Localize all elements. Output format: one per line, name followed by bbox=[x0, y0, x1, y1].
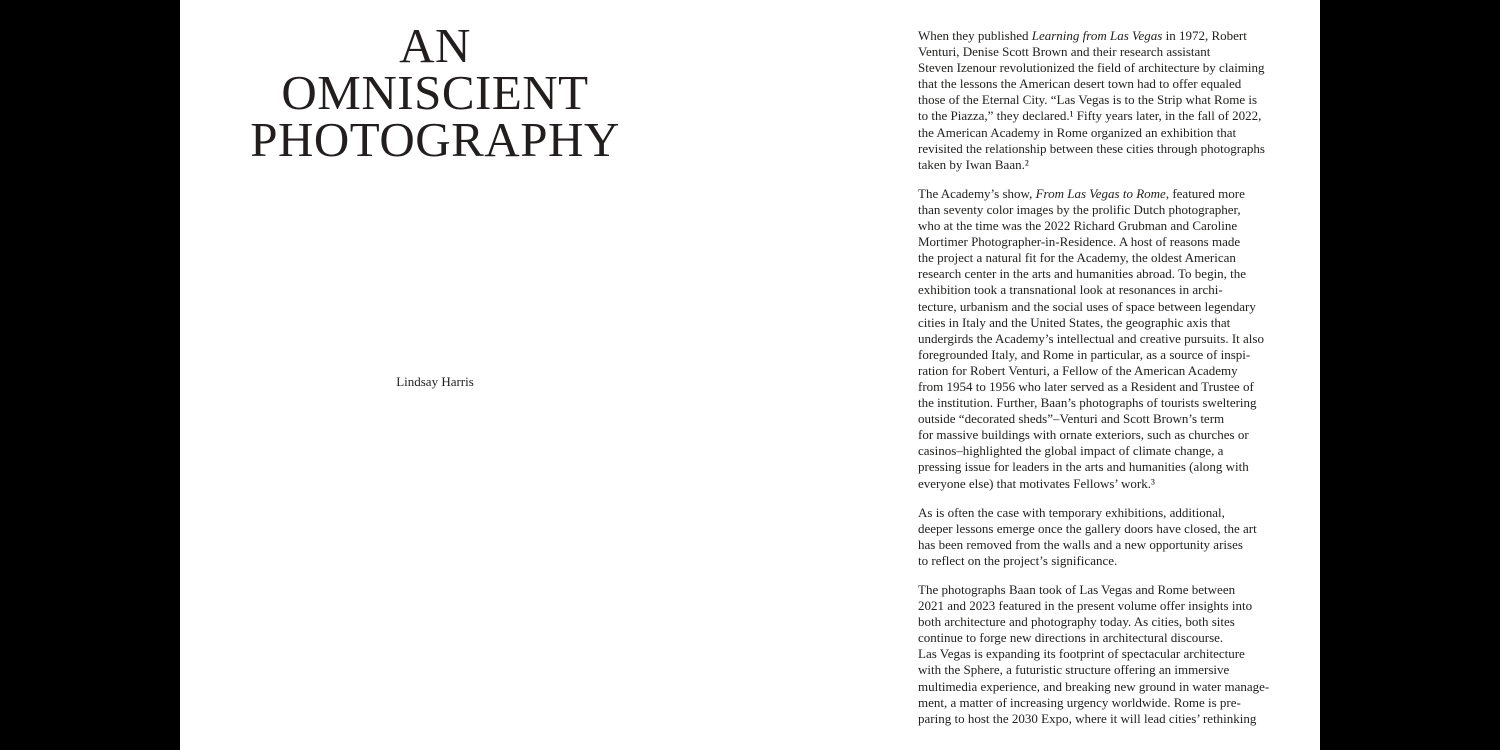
text-line: exhibition took a transnational look at resonances in archi- bbox=[918, 282, 1223, 298]
text-line: multimedia experience, and breaking new ground in water manage- bbox=[918, 678, 1270, 694]
text-line: who at the time was the 2022 Richard Grubman and Caroline bbox=[918, 218, 1238, 234]
right-black-margin bbox=[1320, 0, 1500, 750]
text-line: with the Sphere, a futuristic structure offering an immersive bbox=[918, 662, 1230, 678]
text-segment: , featured more bbox=[1165, 185, 1245, 201]
text-line: taken by Iwan Baan.² bbox=[918, 156, 1029, 172]
text-line: to the Piazza,” they declared.¹ Fifty years later, in the fall of 2022, bbox=[918, 108, 1262, 124]
text-line: both architecture and photography today. As cities, both sites bbox=[918, 614, 1235, 630]
page-spread bbox=[180, 0, 1320, 750]
text-line bbox=[918, 28, 1310, 44]
text-line: pressing issue for leaders in the arts and humanities (along with bbox=[918, 459, 1249, 475]
author-name: Lindsay Harris bbox=[396, 374, 474, 389]
text-line: the project a natural fit for the Academy, the oldest American bbox=[918, 250, 1236, 266]
text-line: has been removed from the walls and a new opportunity arises bbox=[918, 536, 1243, 552]
text-line: the institution. Further, Baan’s photographs of tourists sweltering bbox=[918, 395, 1257, 411]
text-line: that the lessons the American desert town had to offer equaled bbox=[918, 76, 1242, 92]
text-line bbox=[918, 186, 1310, 202]
paragraph bbox=[918, 28, 1310, 173]
text-line: ment, a matter of increasing urgency worldwide. Rome is pre- bbox=[918, 694, 1241, 710]
text-line: than seventy color images by the prolific Dutch photographer, bbox=[918, 201, 1241, 217]
left-black-margin bbox=[0, 0, 180, 750]
text-line: those of the Eternal City. “Las Vegas is to the Strip what Rome is bbox=[918, 92, 1258, 108]
text-line: undergirds the Academy’s intellectual and creative pursuits. It also bbox=[918, 330, 1264, 346]
text-line: everyone else) that motivates Fellows’ work.³ bbox=[918, 475, 1155, 491]
title-line-2: OMNISCIENT bbox=[281, 65, 589, 120]
text-line: 2021 and 2023 featured in the present volume offer insights into bbox=[918, 598, 1253, 614]
text-segment: in 1972, Robert bbox=[1162, 28, 1247, 43]
paragraph bbox=[918, 505, 1310, 569]
text-line: Mortimer Photographer-in-Residence. A host of reasons made bbox=[918, 234, 1241, 250]
text-line: tecture, urbanism and the social uses of space between legendary bbox=[918, 298, 1256, 314]
italic-book-title: From Las Vegas to Rome bbox=[1035, 185, 1166, 201]
paragraph bbox=[918, 582, 1310, 727]
text-line: revisited the relationship between these cities through photographs bbox=[918, 140, 1265, 156]
text-line: The photographs Baan took of Las Vegas and Rome between bbox=[918, 582, 1236, 597]
paragraph bbox=[918, 186, 1310, 492]
text-segment: The Academy’s show, bbox=[918, 185, 1036, 201]
text-line: ration for Robert Venturi, a Fellow of the American Academy bbox=[918, 362, 1238, 378]
text-line: paring to host the 2030 Expo, where it will lead cities’ rethinking bbox=[918, 710, 1257, 726]
text-line: As is often the case with temporary exhibitions, additional, bbox=[918, 504, 1225, 520]
text-line: Venturi, Denise Scott Brown and their research assistant bbox=[918, 44, 1211, 60]
text-line: casinos–highlighted the global impact of climate change, a bbox=[918, 443, 1224, 459]
text-line: for massive buildings with ornate exteriors, such as churches or bbox=[918, 427, 1249, 443]
title-line-3: PHOTOGRAPHY bbox=[250, 112, 620, 167]
text-line: deeper lessons emerge once the gallery doors have closed, the art bbox=[918, 520, 1257, 536]
text-line: Steven Izenour revolutionized the field of architecture by claiming bbox=[918, 60, 1265, 76]
text-line: the American Academy in Rome organized an exhibition that bbox=[918, 124, 1237, 140]
essay-body bbox=[918, 28, 1310, 740]
text-line: from 1954 to 1956 who later served as a Resident and Trustee of bbox=[918, 378, 1254, 394]
text-line: to reflect on the project’s significance. bbox=[918, 552, 1118, 568]
title-line-1: AN bbox=[399, 18, 471, 73]
text-line: outside “decorated sheds”–Venturi and Scott Brown’s term bbox=[918, 411, 1225, 427]
text-line: Las Vegas is expanding its footprint of spectacular architecture bbox=[918, 646, 1245, 662]
text-segment: When they published bbox=[918, 28, 1032, 43]
essay-title bbox=[220, 18, 650, 167]
text-line: research center in the arts and humanities abroad. To begin, the bbox=[918, 266, 1247, 282]
italic-book-title: Learning from Las Vegas bbox=[1031, 28, 1163, 43]
text-line: foregrounded Italy, and Rome in particular, as a source of inspi- bbox=[918, 346, 1251, 362]
text-line: cities in Italy and the United States, the geographic axis that bbox=[918, 314, 1231, 330]
text-line: continue to forge new directions in architectural discourse. bbox=[918, 630, 1224, 646]
